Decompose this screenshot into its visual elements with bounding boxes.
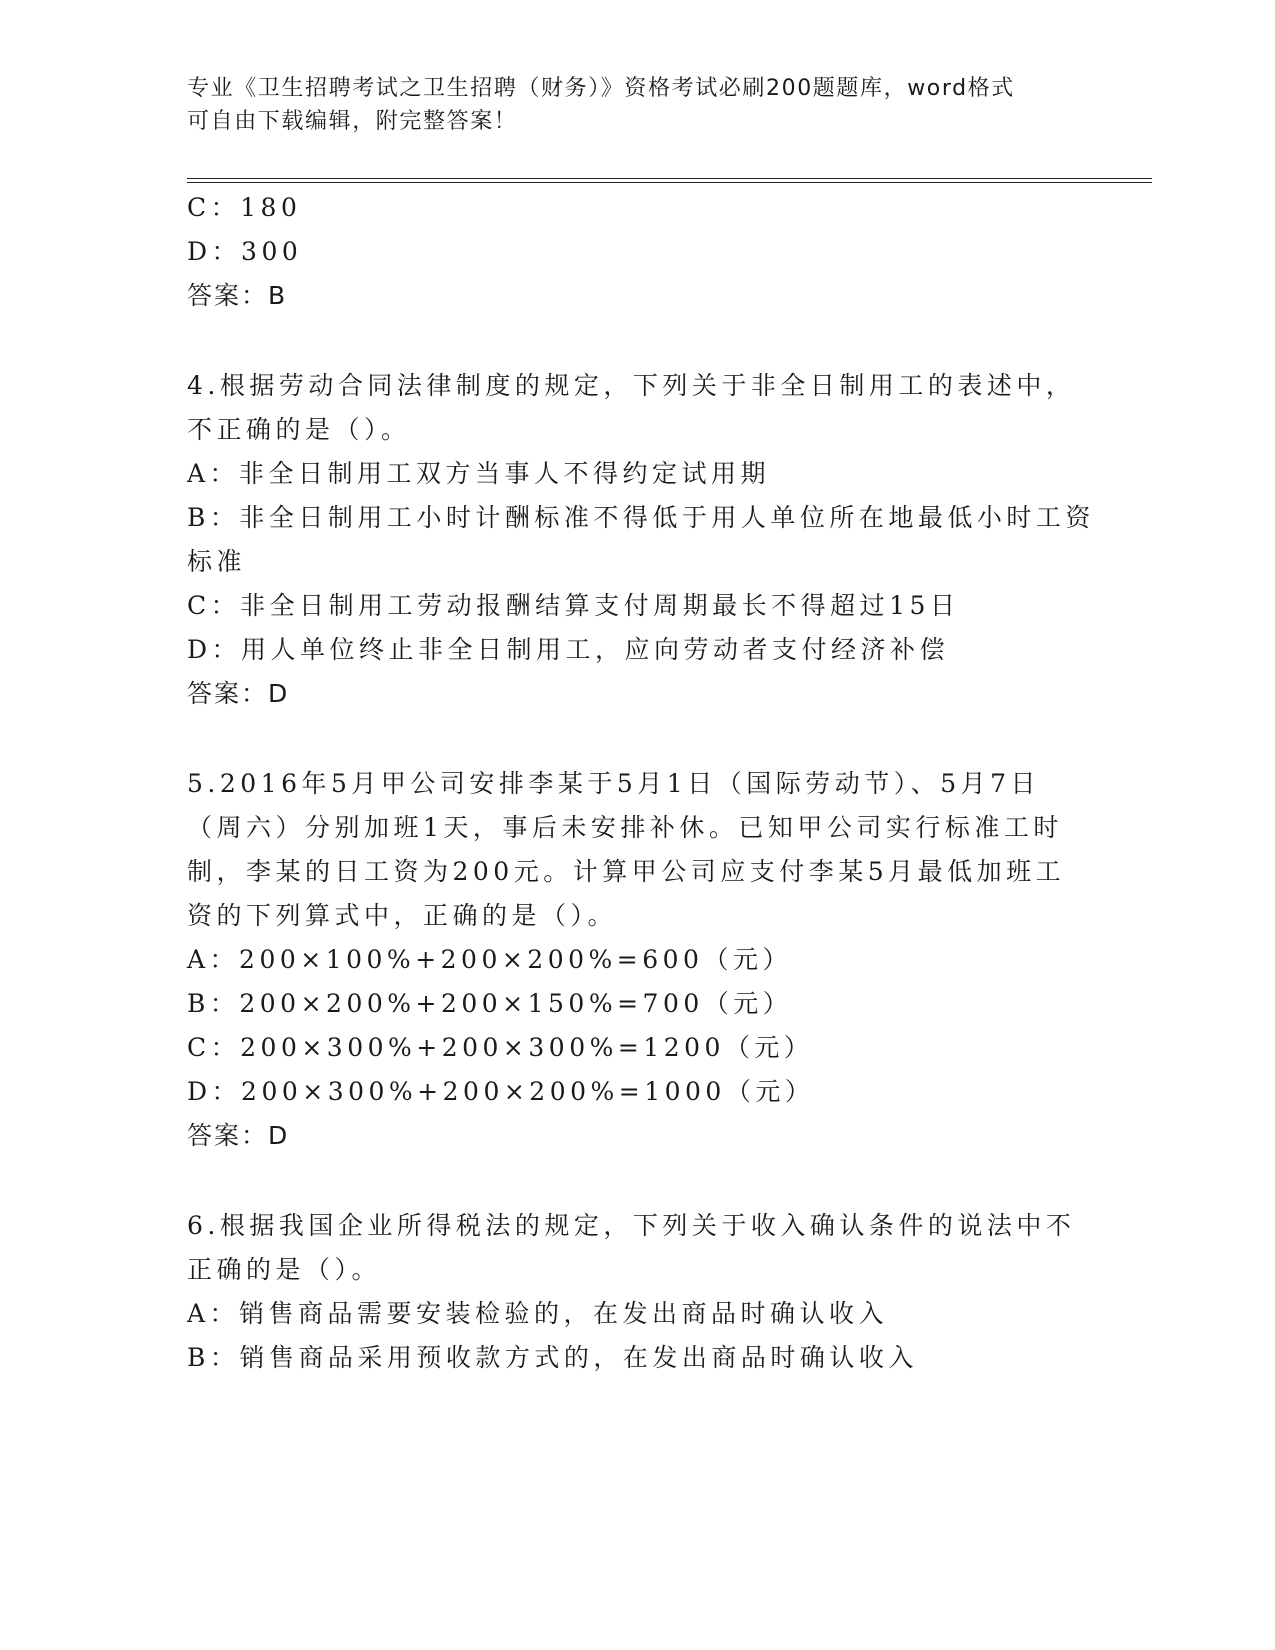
q4-option-b-line-2: 标准 [187,547,247,576]
q5-option-c: C：200×300%+200×300%=1200（元） [187,1033,814,1062]
q4-option-a: A：非全日制用工双方当事人不得约定试用期 [187,459,771,488]
header-rule-top [187,178,1152,179]
document-header [187,72,1067,138]
q5-answer: 答案：D [187,1121,290,1150]
header-line-1: 专业《卫生招聘考试之卫生招聘（财务）》资格考试必刷200题题库，word格式 [187,76,1015,101]
q3-option-d: D：300 [187,237,303,266]
q5-option-b: B：200×200%+200×150%=700（元） [187,989,793,1018]
q5-stem-line-3: 制，李某的日工资为200元。计算甲公司应支付李某5月最低加班工 [187,857,1066,886]
q4-stem-line-1: 4.根据劳动合同法律制度的规定，下列关于非全日制用工的表述中， [187,371,1076,400]
q6-option-a: A：销售商品需要安装检验的，在发出商品时确认收入 [187,1299,889,1328]
q4-option-b-line-1: B：非全日制用工小时计酬标准不得低于用人单位所在地最低小时工资 [187,503,1095,532]
q6-option-b: B：销售商品采用预收款方式的，在发出商品时确认收入 [187,1343,918,1372]
q4-answer: 答案：D [187,679,290,708]
q5-option-a: A：200×100%+200×200%=600（元） [187,945,792,974]
q3-answer: 答案：B [187,281,288,310]
q4-stem-line-2: 不正确的是（）。 [187,415,411,444]
header-rule-bottom [187,182,1152,183]
q4-option-d: D：用人单位终止非全日制用工，应向劳动者支付经济补偿 [187,635,950,664]
q4-option-c: C：非全日制用工劳动报酬结算支付周期最长不得超过15日 [187,591,960,620]
q5-stem-line-4: 资的下列算式中，正确的是（）。 [187,901,618,930]
q5-option-d: D：200×300%+200×200%=1000（元） [187,1077,815,1106]
q5-stem-line-1: 5.2016年5月甲公司安排李某于5月1日（国际劳动节）、5月7日 [187,769,1041,798]
header-line-2: 可自由下载编辑，附完整答案！ [187,109,518,134]
q3-option-c: C：180 [187,193,302,222]
q6-stem-line-2: 正确的是（）。 [187,1255,382,1284]
q6-stem-line-1: 6.根据我国企业所得税法的规定，下列关于收入确认条件的说法中不 [187,1211,1076,1240]
q5-stem-line-2: （周六）分别加班1天，事后未安排补休。已知甲公司实行标准工时 [187,813,1063,842]
